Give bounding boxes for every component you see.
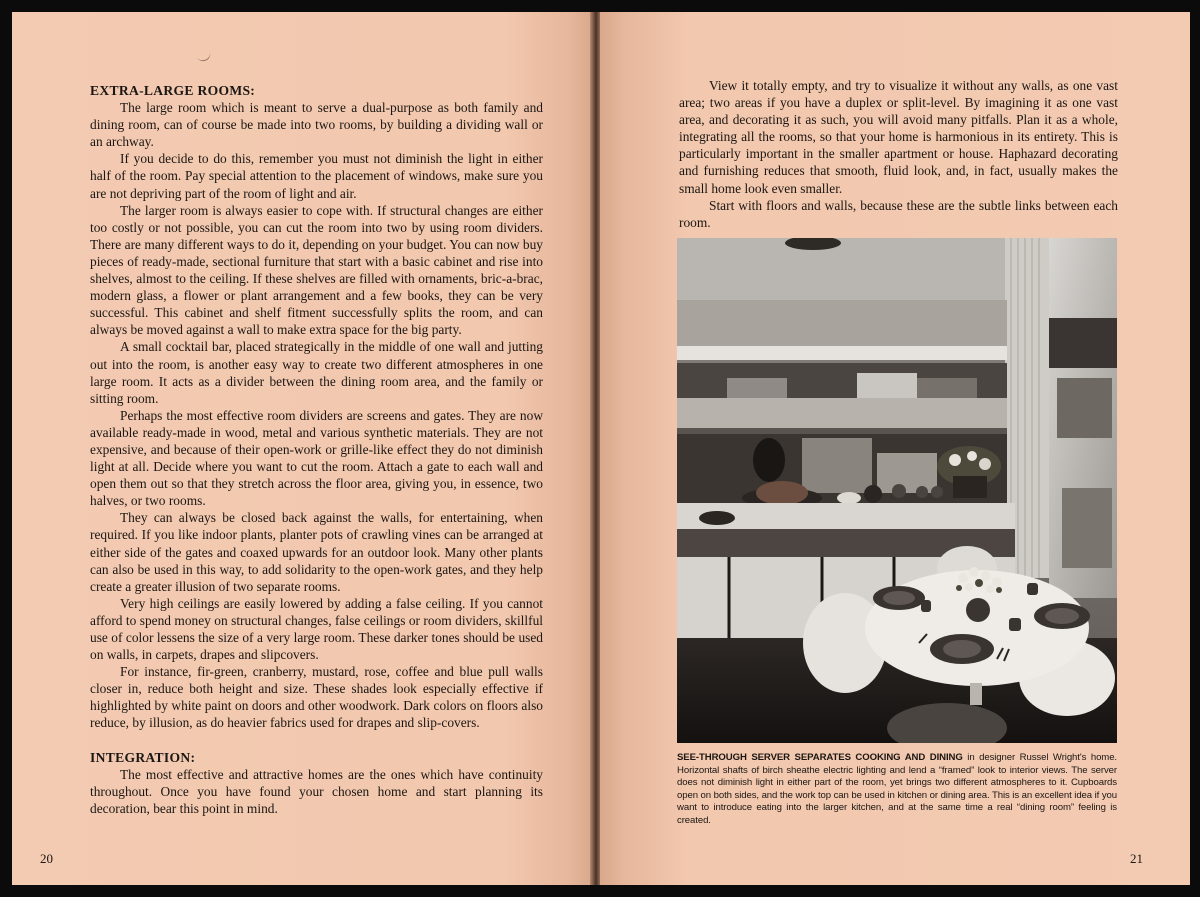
paragraph: Start with floors and walls, because these are the subtle links between each room. [679,197,1118,230]
photo-caption [677,752,1117,828]
paragraph: The larger room is always easier to cope with. If structural changes are either too costly or not possible, you can cut the room into two by using room dividers. There are many different ways to do it, depending on your budget. You can now buy pieces of ready-made, sectional furniture that start with a basic cabinet and rise into shelves, almost to the ceiling. If these shelves are filled with ornaments, bric-a-brac, modern glass, a flower or plant arrangement and a few books, they can be very successful. This cabinet and shelf fitment successfully splits the room, and can always be moved against a wall to make extra space for the big party. [90,202,543,338]
paragraph: Very high ceilings are easily lowered by adding a false ceiling. If you cannot afford to spend money on structural changes, false ceilings or room dividers, skillful use of color lessens the size of a very large room. These darker tones should be used on walls, in carpets, drapes and slipcovers. [90,595,543,663]
paragraph: They can always be closed back against the walls, for entertaining, when required. If you like indoor plants, planter pots of crawling vines can be arranged at either side of the gates and coaxed upwards for an outdoor look. Many other plants can also be used in this way, to add solidarity to the open-work gates, and they help create a greater illusion of two separate rooms. [90,510,543,594]
caption-body: in designer Russel Wright's home. Horizontal shafts of birch sheathe electric lighting and lend a “framed” look to interior views. The server does not diminish light in either part of the room, yet brings two different atmospheres to it. Cupboards open on both sides, and the work top can be used in kitchen or dining area. This is an excellent idea if you want to introduce eating into the larger kitchen, and at the same time a real “dining room” feeling is created. [677,752,1117,826]
left-text-column [90,82,543,817]
paragraph: If you decide to do this, remember you must not diminish the light in either half of the room. Pay special attention to the placement of windows, make sure you are not depriving part of the room of light and air. [90,151,543,201]
heading-extra-large-rooms: EXTRA-LARGE ROOMS: [90,83,256,98]
pencil-mark [196,50,212,63]
right-text-column [679,77,1118,231]
book-spread [12,12,1190,885]
left-page [12,12,592,885]
heading-integration: INTEGRATION: [90,749,196,765]
paragraph: Perhaps the most effective room dividers are screens and gates. They are now available ready-made in wood, metal and various synthetic materials. They are not expensive, and because of their open-work or grille-like effect they do not diminish light at all. Decide where you want to cut the room. Attach a gate to each wall and open them out so that they stretch across the floor area, giving you, in essence, two halves, or two rooms. [90,407,543,509]
caption-lead: SEE-THROUGH SERVER SEPARATES COOKING AND DINING [677,752,963,763]
paragraph: The most effective and attractive homes are the ones which have continuity throughout. Once you have found your chosen home and start planning its decoration, bear this point in mind. [90,766,543,816]
paragraph: The large room which is meant to serve a dual-purpose as both family and dining room, can of course be made into two rooms, by building a dividing wall or an archway. [90,100,543,150]
paragraph: A small cocktail bar, placed strategically in the middle of one wall and jutting out into the room, is another easy way to create two different atmospheres in one large room. It acts as a divider between the dining room area, and the family or sitting room. [90,339,543,406]
page-number-left: 20 [40,851,53,866]
paragraph: View it totally empty, and try to visualize it without any walls, as one vast area; two areas if you have a duplex or split-level. By imagining it as one vast area, and decorating it as such, you will avoid many pitfalls. Plan it as a whole, integrating all the rooms, so that your home is harmonious in its entirety. This is particularly important in the smaller apartment or house. Haphazard decorating and furnishing reduces that smooth, fluid look, and, in fact, usually makes the small home look even smaller. [679,78,1118,196]
paragraph: For instance, fir-green, cranberry, mustard, rose, coffee and blue pull walls closer in, reduce both height and size. These shades look especially effective if highlighted by white paint on doors and other woodwork. Dark colors on floors also reduce, by illusion, as do heavier fabrics used for drapes and slip-covers. [90,664,543,731]
page-number-right: 21 [1130,851,1143,866]
dining-room-photo [677,238,1117,743]
right-page [600,12,1190,885]
